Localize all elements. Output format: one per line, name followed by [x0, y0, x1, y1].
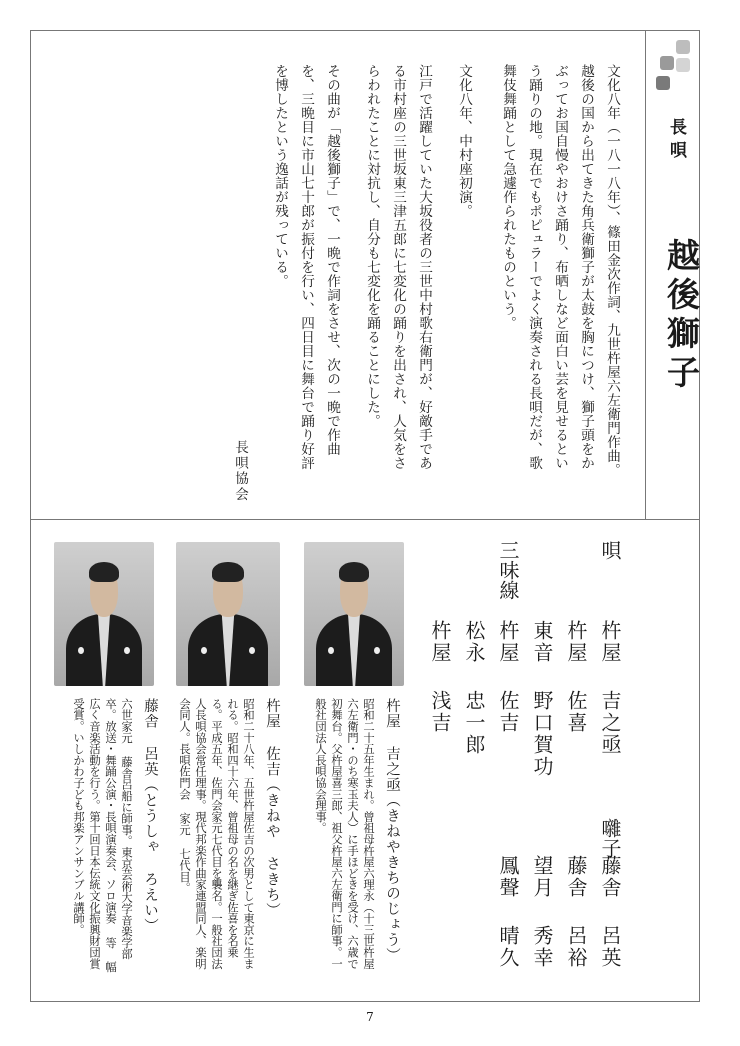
profile-name: 杵屋 佐吉（きねや さきち） — [264, 698, 280, 918]
profile-name: 藤舎 呂英（とうしゃ ろえい） — [142, 698, 158, 934]
description-line: らわれたことに対抗し、自分も七変化を踊ることにした。 — [364, 64, 380, 428]
description-line: を博したという逸話が残っている。 — [272, 64, 288, 288]
profile-bio-line: る。平成五年、佐門会家元七代目を襲名。一般社団法 — [210, 698, 223, 970]
profile-bio-line: 初舞台。父杵屋喜三郎、祖父杵屋六左衛門に師事。一 — [330, 698, 343, 970]
performer-name: 東音 野口賀功 — [530, 620, 554, 778]
description-line: 江戸で活躍していた大坂役者の三世中村歌右衛門が、好敵手であ — [416, 64, 432, 470]
profile-bio-line: 人長唄協会常任理事。現代邦楽作曲家連盟同人、楽明 — [194, 698, 207, 970]
accent-square — [676, 58, 690, 72]
profile-bio-line: れる。昭和四十六年、曾祖母の名を継ぎ佐喜を名乗 — [226, 698, 239, 958]
description-line: その曲が「越後獅子」で、一晩で作詞をさせ、次の一晩で作曲 — [324, 64, 340, 456]
profile-bio-line: 会同人。長唄佐門会 家元 七代目。 — [178, 698, 191, 894]
performer-name: 杵屋 佐喜 — [564, 620, 588, 734]
performer-name: 杵屋 浅吉 — [428, 620, 452, 734]
description-line: 越後の国から出てきた角兵衛獅子が太鼓を胸につけ、獅子頭をか — [578, 64, 594, 470]
shamisen-label: 三味線 — [496, 540, 520, 600]
credit: 長唄協会 — [232, 440, 248, 503]
description-line: 舞伎舞踊として急遽作られたものという。 — [500, 64, 516, 330]
description-line: 文化八年（一八一八年）、篠田金次作詞、九世杵屋六左衛門作曲。 — [604, 64, 620, 478]
performer-name: 藤舎 呂英 — [598, 855, 622, 969]
profile-name: 杵屋 吉之亟（きねやきちのじょう） — [384, 698, 400, 963]
portrait-photo — [54, 542, 154, 686]
portrait-photo — [176, 542, 280, 686]
accent-square — [660, 56, 674, 70]
profile-bio-line: 受賞。いしかわ子ども邦楽アンサンブル講師。 — [72, 698, 85, 936]
page-title: 越後獅子 — [662, 238, 701, 394]
page-number: 7 — [366, 1010, 374, 1024]
uta-label: 唄 — [598, 540, 622, 560]
profile-bio-line: 六左衛門・のち寒玉夫人）に手ほどきを受け、六歳で — [346, 698, 359, 970]
performer-name: 松永 忠一郎 — [462, 620, 486, 756]
header-divider — [645, 30, 646, 519]
description-line: 文化八年、中村座初演。 — [456, 64, 472, 218]
performer-name: 鳳聲 晴久 — [496, 855, 520, 969]
accent-square — [656, 76, 670, 90]
section-divider — [30, 519, 700, 520]
category-label: 長唄 — [666, 118, 686, 164]
performer-name: 杵屋 佐吉 — [496, 620, 520, 734]
performer-name: 藤舎 呂裕 — [564, 855, 588, 969]
profile-bio-line: 広く音楽活動を行う。第十回日本伝統文化振興財団賞 — [88, 698, 101, 970]
profile-bio-line: 六世家元 藤舎呂船に師事。東京芸術大学音楽学部 — [120, 698, 133, 960]
description-line: を、三晩目に市山七十郎が振付を行い、四日目に舞台で踊り好評 — [298, 64, 314, 470]
profile-bio-line: 卒。放送・舞踊公演・長唄演奏会、ソロ演奏 等 幅 — [104, 698, 117, 973]
profile-bio-line: 般社団法人長唄協会理事。 — [314, 698, 327, 834]
hayashi-label: 囃子 — [598, 818, 622, 858]
description-line: る市村座の三世坂東三津五郎に七変化の踊りを出され、人気をさ — [390, 64, 406, 470]
description-line: ぶってお国自慢やおけさ踊り、布晒しなど面白い芸を見せるとい — [552, 64, 568, 470]
profile-bio-line: 昭和二十八年、五世杵屋佐吉の次男として東京に生ま — [242, 698, 255, 970]
portrait-photo — [304, 542, 404, 686]
description-line: う踊りの地。現在でもポピュラーでよく演奏される長唄だが、歌 — [526, 64, 542, 470]
performer-name: 杵屋 吉之亟 — [598, 620, 622, 756]
performer-name: 望月 秀幸 — [530, 855, 554, 969]
accent-square — [676, 40, 690, 54]
profile-bio-line: 昭和二十五年生まれ。曾祖母杵屋六理永（十三世杵屋 — [362, 698, 375, 970]
